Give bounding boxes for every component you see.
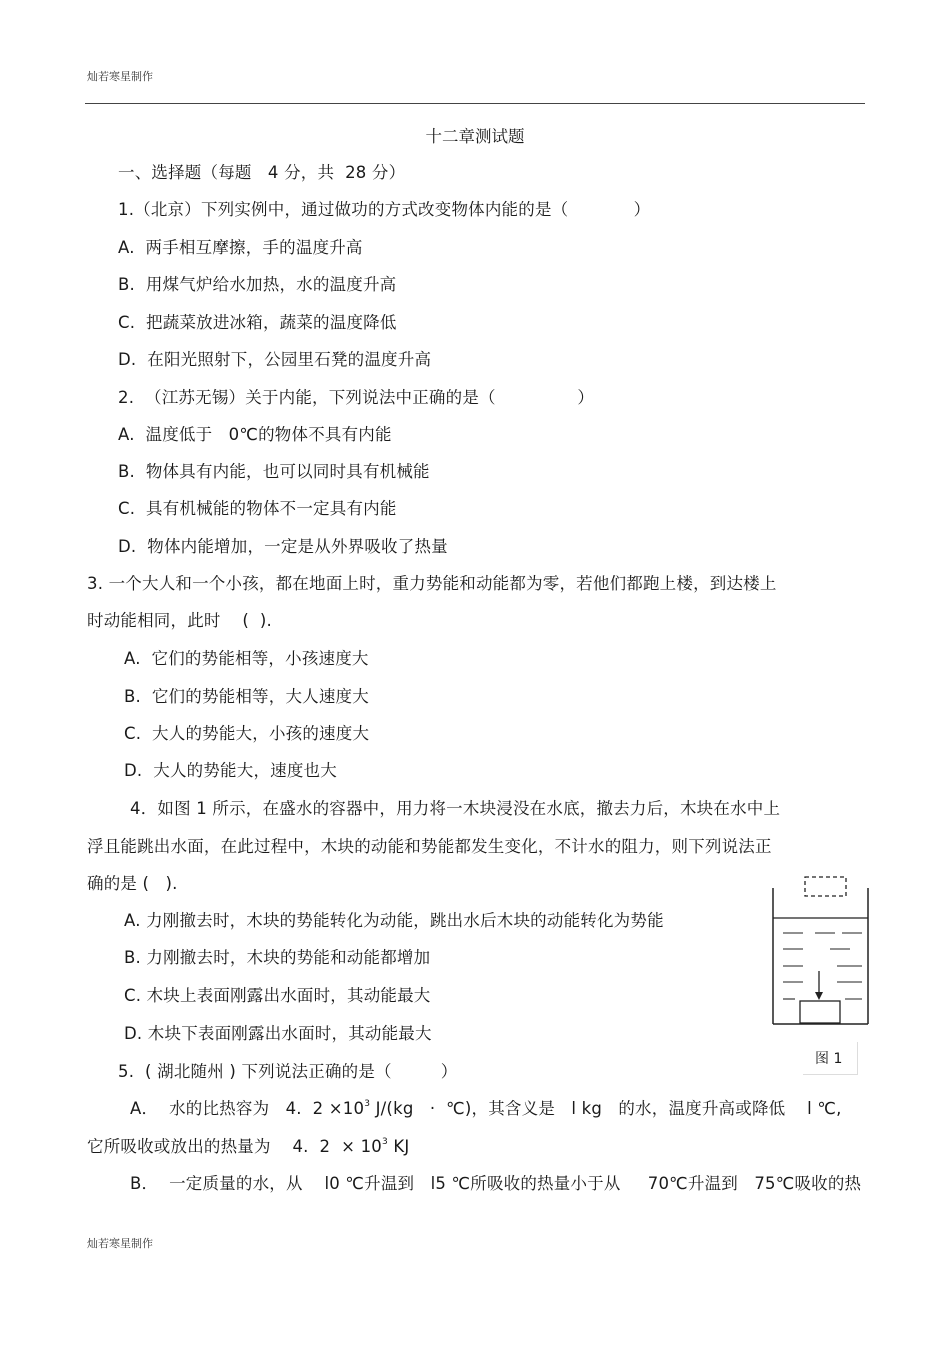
q4-option-a: A. 力刚撤去时，木块的势能转化为动能，跳出水后木块的动能转化为势能 bbox=[124, 911, 664, 930]
wooden-block bbox=[800, 1001, 840, 1023]
figure-1-caption-box bbox=[803, 1042, 858, 1075]
force-arrow-icon bbox=[815, 992, 823, 1000]
q3-option-a: A. 它们的势能相等，小孩速度大 bbox=[124, 649, 369, 668]
q1-stem: 1.（北京）下列实例中，通过做功的方式改变物体内能的是（ ） bbox=[118, 200, 651, 219]
q3-option-b: B. 它们的势能相等，大人速度大 bbox=[124, 687, 369, 706]
header-divider bbox=[85, 103, 865, 104]
q3-option-c: C. 大人的势能大，小孩的速度大 bbox=[124, 724, 370, 743]
figure-1-caption: 图 1 bbox=[815, 1051, 843, 1067]
page-title: 十二章测试题 bbox=[425, 127, 525, 146]
q5-stem: 5. ( 湖北随州 ) 下列说法正确的是（ ） bbox=[118, 1062, 458, 1081]
q5-option-b: B． 一定质量的水，从 l0 ℃升温到 l5 ℃所吸收的热量小于从 70℃升温到 75℃吸收的热 bbox=[130, 1174, 862, 1193]
q5-option-a-line2-unit: KJ bbox=[387, 1137, 410, 1156]
figure-1-water-container bbox=[770, 874, 872, 1026]
q4-option-d: D. 木块下表面刚露出水面时，其动能最大 bbox=[124, 1024, 432, 1043]
q3-option-d: D. 大人的势能大，速度也大 bbox=[124, 761, 337, 780]
page-header: 灿若寒星制作 bbox=[87, 70, 153, 83]
q4-stem-line3: 确的是 ( ). bbox=[87, 874, 178, 893]
q4-stem-line2: 浮且能跳出水面，在此过程中，木块的动能和势能都发生变化，不计水的阻力，则下列说法正 bbox=[87, 837, 772, 856]
q4-option-b: B. 力刚撤去时，木块的势能和动能都增加 bbox=[124, 948, 431, 967]
q2-option-a: A. 温度低于 0℃的物体不具有内能 bbox=[118, 425, 392, 444]
q1-option-c: C. 把蔬菜放进冰箱，蔬菜的温度降低 bbox=[118, 313, 397, 332]
section-heading: 一、选择题（每题 4 分，共 28 分） bbox=[118, 163, 406, 182]
q5-option-a-text: A． 水的比热容为 4. 2 ×10 bbox=[130, 1099, 365, 1118]
q2-option-c: C. 具有机械能的物体不一定具有内能 bbox=[118, 499, 397, 518]
q5-option-a-line2-text: 它所吸收或放出的热量为 4. 2 × 10 bbox=[87, 1137, 382, 1156]
page-footer: 灿若寒星制作 bbox=[87, 1237, 153, 1250]
q4-stem-line1: 4．如图 1 所示，在盛水的容器中，用力将一木块浸没在水底，撤去力后，木块在水中上 bbox=[130, 799, 781, 818]
exponent: 3 bbox=[381, 1137, 388, 1147]
q4-option-c: C. 木块上表面刚露出水面时，其动能最大 bbox=[124, 986, 431, 1005]
q1-option-b: B. 用煤气炉给水加热，水的温度升高 bbox=[118, 275, 397, 294]
q1-option-d: D. 在阳光照射下，公园里石凳的温度升高 bbox=[118, 350, 432, 369]
q5-option-a-line1 bbox=[130, 1099, 842, 1119]
block-out-of-water-dashed bbox=[805, 877, 846, 896]
q2-option-b: B. 物体具有内能，也可以同时具有机械能 bbox=[118, 462, 430, 481]
q2-option-d: D. 物体内能增加，一定是从外界吸收了热量 bbox=[118, 537, 448, 556]
exponent: 3 bbox=[364, 1099, 371, 1109]
q5-option-a-line2 bbox=[87, 1137, 409, 1157]
q2-stem: 2. （江苏无锡）关于内能，下列说法中正确的是（ ） bbox=[118, 388, 595, 407]
q3-stem-line2: 时动能相同，此时 ( ). bbox=[87, 611, 272, 630]
q1-option-a: A. 两手相互摩擦，手的温度升高 bbox=[118, 238, 363, 257]
q3-stem-line1: 3. 一个大人和一个小孩，都在地面上时，重力势能和动能都为零，若他们都跑上楼，到达楼上 bbox=[87, 574, 777, 593]
q5-option-a-text-rest: J/(kg · ℃)，其含义是 l kg 的水，温度升高或降低 l ℃, bbox=[370, 1099, 842, 1118]
